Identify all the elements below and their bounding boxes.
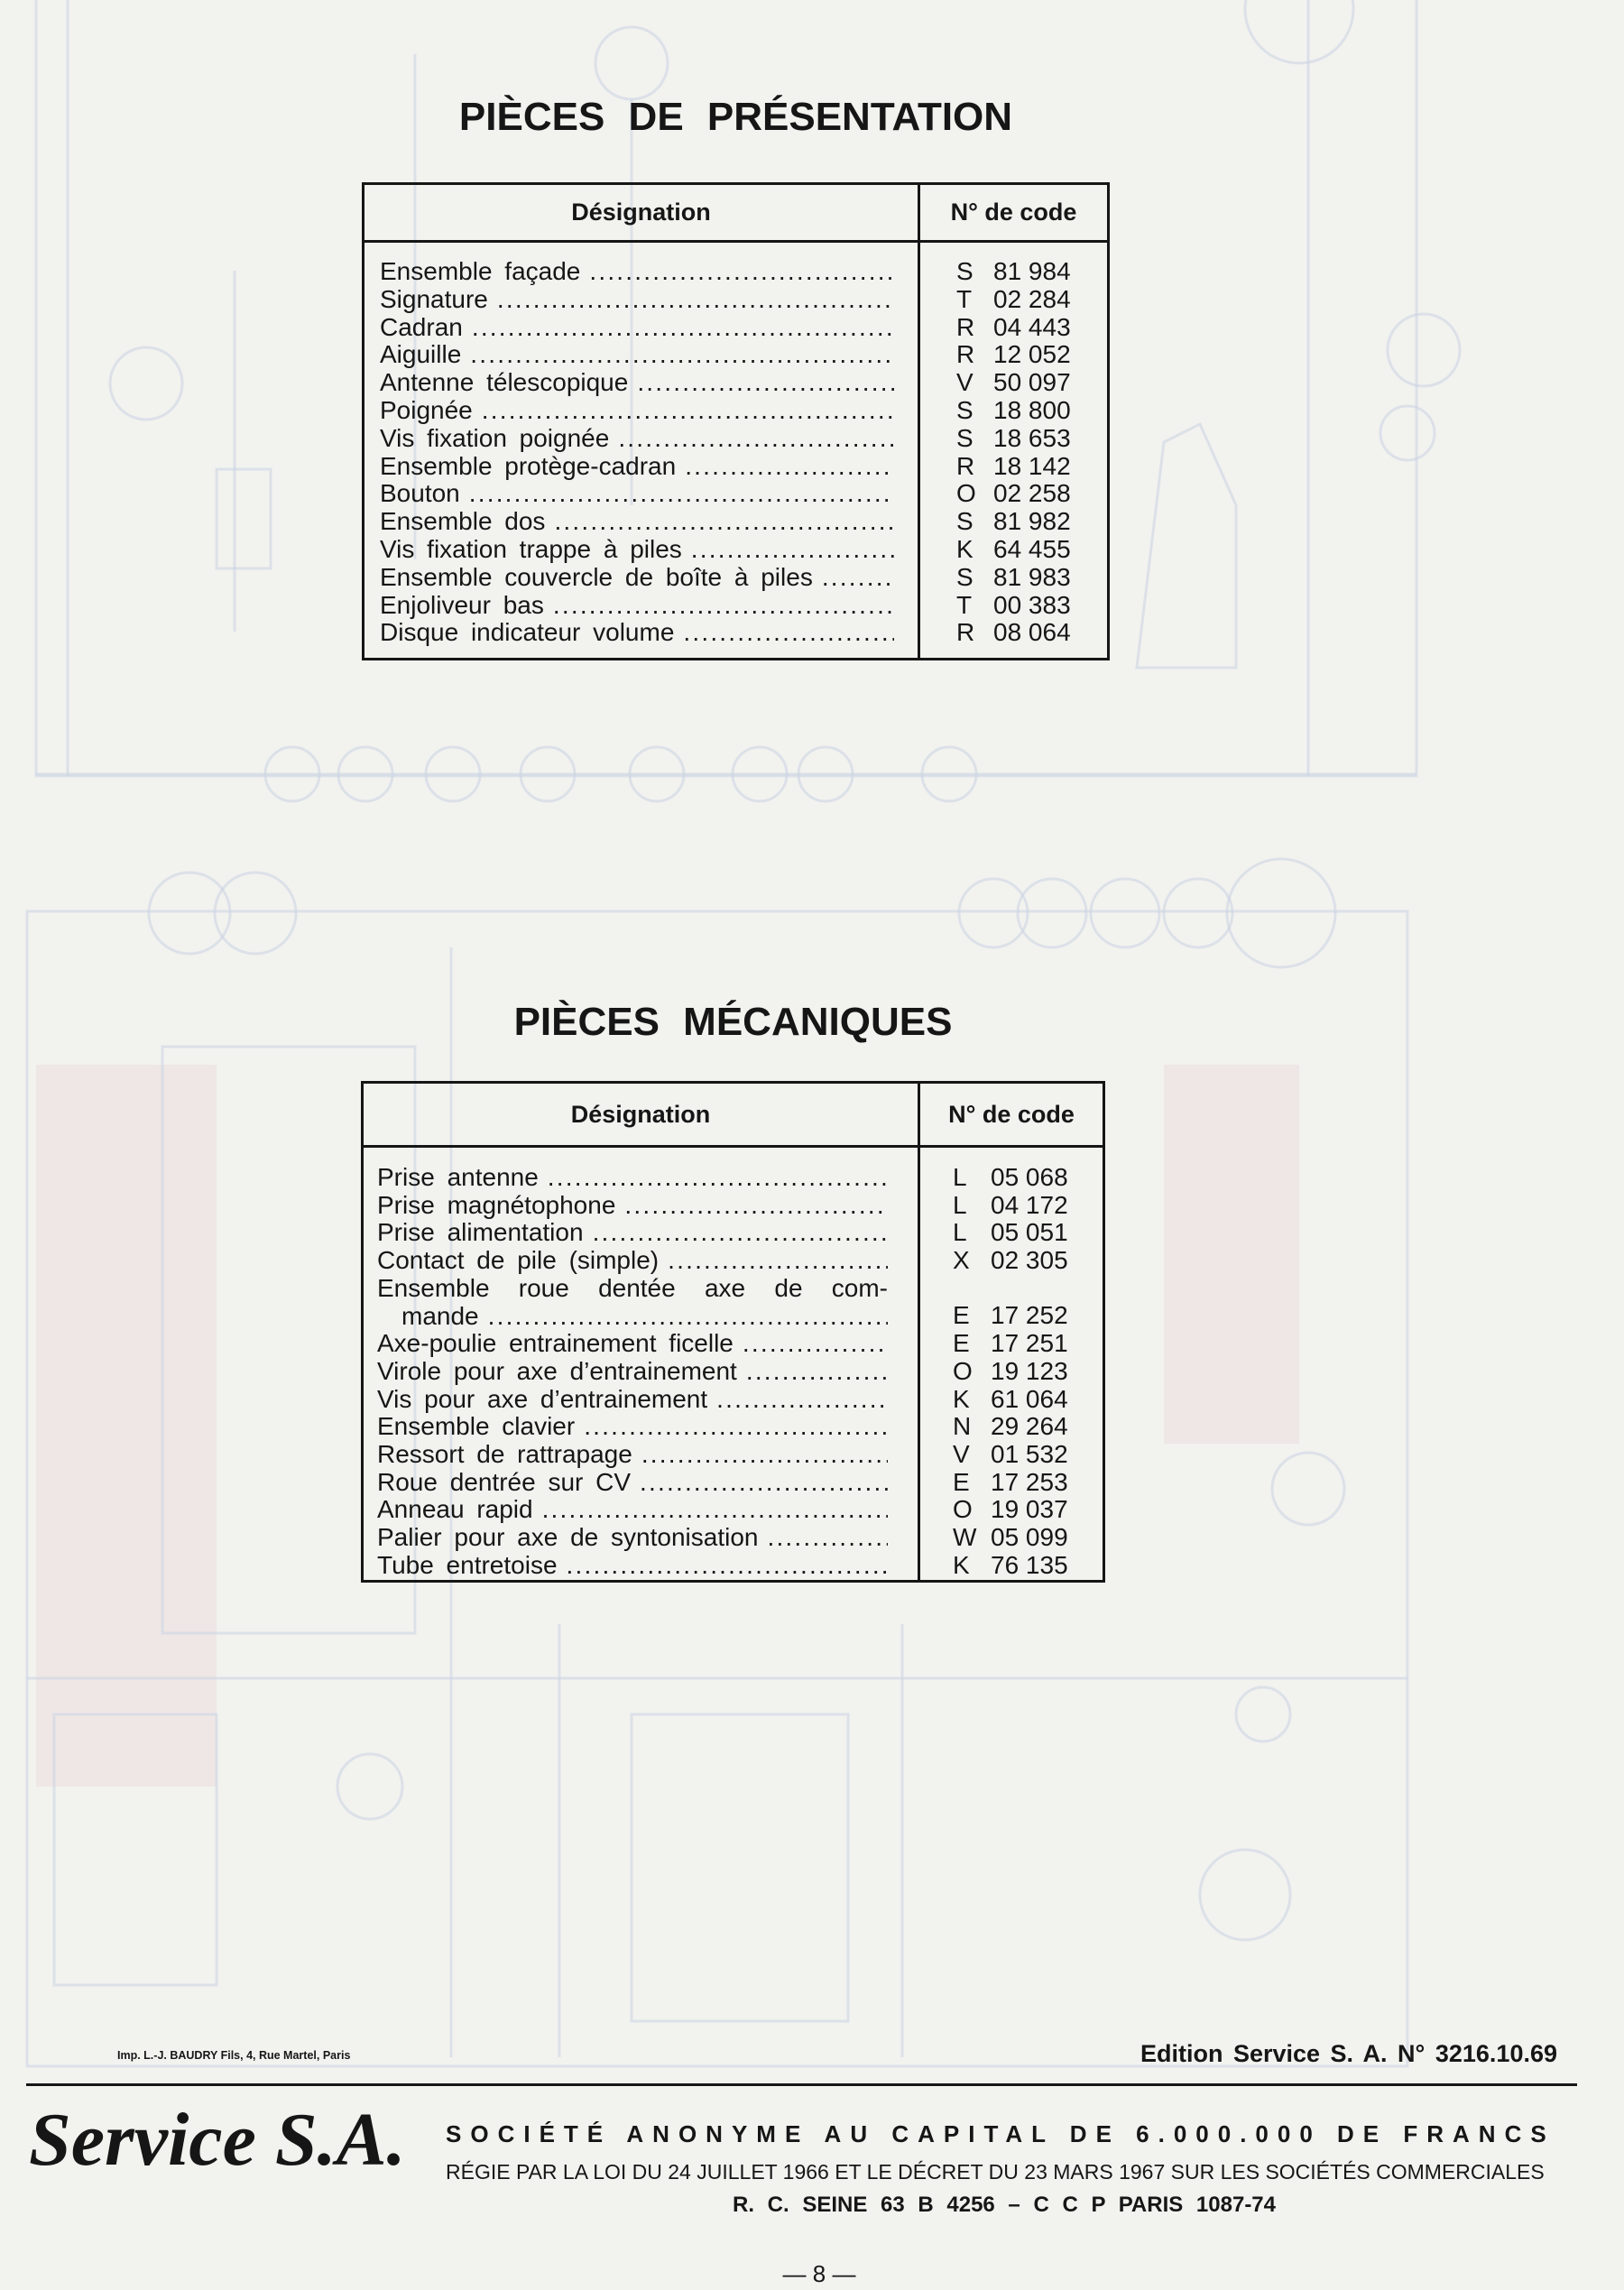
designation-line	[380, 286, 894, 314]
part-code	[953, 1441, 1068, 1469]
footer-rule	[26, 2083, 1577, 2086]
code-cell	[920, 480, 1107, 508]
designation-cell	[364, 592, 918, 620]
table-row	[364, 286, 1107, 314]
designation-text: Roue dentrée sur CV	[377, 1467, 632, 1496]
designation-cell	[364, 1275, 918, 1330]
table-row	[364, 453, 1107, 481]
code-number: 19 123	[991, 1356, 1068, 1385]
part-code	[956, 480, 1071, 508]
schematic-circle	[1091, 879, 1159, 947]
designation-cell	[364, 1524, 918, 1552]
designation-text: Poignée	[380, 395, 473, 424]
code-letter: E	[953, 1467, 970, 1496]
code-cell	[920, 1552, 1103, 1580]
table-row	[364, 1496, 1103, 1524]
code-cell	[920, 619, 1107, 647]
designation-text: Ensemble protège-cadran	[380, 451, 677, 480]
part-code	[953, 1247, 1068, 1275]
code-number: 12 052	[993, 340, 1071, 369]
part-code	[953, 1413, 1068, 1441]
designation-line	[380, 480, 894, 508]
table-row	[364, 1219, 1103, 1247]
dot-leader	[472, 314, 894, 342]
part-code	[953, 1302, 1068, 1330]
part-code	[956, 258, 1071, 286]
dot-leader	[469, 480, 894, 508]
column-divider	[918, 1084, 920, 1580]
designation-text: Prise alimentation	[377, 1218, 584, 1247]
code-cell	[920, 425, 1107, 453]
code-cell	[920, 341, 1107, 369]
code-number: 18 142	[993, 451, 1071, 480]
code-number: 81 984	[993, 257, 1071, 285]
table-row	[364, 1469, 1103, 1497]
table-row	[364, 1275, 1103, 1330]
code-letter: K	[953, 1384, 970, 1413]
code-cell	[920, 397, 1107, 425]
code-cell	[920, 1469, 1103, 1497]
designation-cell	[364, 1552, 918, 1580]
schematic-circle	[1245, 0, 1353, 63]
parts-table-presentation	[362, 182, 1110, 660]
dot-leader	[567, 1552, 888, 1580]
registry-info: R. C. SEINE 63 B 4256 – C C P PARIS 1087-74	[732, 2193, 1277, 2217]
dot-leader	[589, 258, 894, 286]
table-body	[364, 243, 1107, 658]
table-row	[364, 425, 1107, 453]
code-number: 17 252	[991, 1301, 1068, 1330]
code-letter: O	[956, 479, 976, 508]
code-number: 76 135	[991, 1550, 1068, 1579]
designation-line	[380, 369, 894, 397]
designation-line	[377, 1524, 888, 1552]
code-number: 81 983	[993, 562, 1071, 591]
table-row	[364, 258, 1107, 286]
code-number: 19 037	[991, 1495, 1068, 1524]
code-cell	[920, 286, 1107, 314]
part-code	[956, 397, 1071, 425]
dot-leader	[743, 1330, 888, 1358]
code-number: 05 051	[991, 1218, 1068, 1247]
designation-text: Axe-poulie entrainement ficelle	[377, 1329, 734, 1358]
designation-cell	[364, 1496, 918, 1524]
code-cell	[920, 1358, 1103, 1386]
part-code	[953, 1330, 1068, 1358]
schematic-circle	[595, 27, 668, 99]
designation-text: Ensemble couvercle de boîte à piles	[380, 562, 813, 591]
dot-leader	[691, 536, 894, 564]
table-row	[364, 397, 1107, 425]
part-code	[956, 369, 1071, 397]
code-number: 04 443	[993, 312, 1071, 341]
designation-text: Antenne télescopique	[380, 368, 629, 397]
code-letter: W	[953, 1523, 977, 1552]
code-letter: X	[953, 1246, 970, 1275]
table-row	[364, 1524, 1103, 1552]
code-header: N° de code	[948, 1100, 1075, 1128]
code-cell	[920, 564, 1107, 592]
table-row	[364, 592, 1107, 620]
code-letter: S	[956, 423, 973, 452]
designation-line	[377, 1386, 888, 1414]
designation-line	[380, 592, 894, 620]
dot-leader	[470, 341, 894, 369]
code-letter: S	[956, 507, 973, 536]
designation-cell	[364, 1247, 918, 1275]
designation-cell	[364, 1413, 918, 1441]
dot-leader	[822, 564, 894, 592]
code-letter: L	[953, 1190, 967, 1219]
designation-cell	[364, 314, 918, 342]
part-code	[953, 1219, 1068, 1247]
table-row	[364, 1441, 1103, 1469]
dot-leader	[624, 1192, 888, 1220]
code-number: 17 253	[991, 1467, 1068, 1496]
designation-line	[380, 258, 894, 286]
dot-leader	[641, 1441, 888, 1469]
dot-leader	[683, 619, 894, 647]
designation-text: Signature	[380, 284, 488, 313]
code-letter: V	[953, 1440, 970, 1468]
part-code	[956, 286, 1071, 314]
code-number: 04 172	[991, 1190, 1068, 1219]
dot-leader	[767, 1524, 888, 1552]
designation-line	[380, 508, 894, 536]
designation-cell	[364, 536, 918, 564]
company-capital: SOCIÉTÉ ANONYME AU CAPITAL DE 6.000.000 DE FRANCS	[446, 2120, 1555, 2147]
designation-text: Ensemble façade	[380, 257, 581, 285]
dot-leader	[716, 1386, 888, 1414]
designation-cell	[364, 480, 918, 508]
designation-cell	[364, 1358, 918, 1386]
designation-line	[377, 1469, 888, 1497]
code-letter: O	[953, 1495, 973, 1524]
schematic-circle	[1164, 879, 1232, 947]
code-letter: N	[953, 1412, 972, 1441]
designation-cell	[364, 1330, 918, 1358]
code-number: 08 064	[993, 618, 1071, 647]
schematic-rect	[217, 469, 271, 568]
designation-cell	[364, 1192, 918, 1220]
dot-leader	[593, 1219, 888, 1247]
parts-table-mecaniques	[361, 1081, 1105, 1583]
code-letter: R	[956, 340, 975, 369]
designation-cell	[364, 619, 918, 647]
designation-line	[377, 1441, 888, 1469]
designation-text: Vis fixation trappe à piles	[380, 534, 682, 563]
code-number: 81 982	[993, 507, 1071, 536]
designation-text: Palier pour axe de syntonisation	[377, 1523, 759, 1552]
table-row	[364, 564, 1107, 592]
code-number: 29 264	[991, 1412, 1068, 1441]
code-cell	[920, 1441, 1103, 1469]
dot-leader	[482, 397, 894, 425]
designation-header: Désignation	[571, 199, 711, 226]
designation-cell	[364, 564, 918, 592]
dot-leader	[746, 1358, 888, 1386]
code-letter: V	[956, 368, 973, 397]
code-header: N° de code	[950, 199, 1077, 226]
table-row	[364, 314, 1107, 342]
designation-text: Ressort de rattrapage	[377, 1440, 632, 1468]
code-cell	[920, 1386, 1103, 1414]
code-letter: K	[953, 1550, 970, 1579]
designation-text: Disque indicateur volume	[380, 618, 675, 647]
designation-cell	[364, 258, 918, 286]
code-number: 00 383	[993, 590, 1071, 619]
code-letter: E	[953, 1301, 970, 1330]
code-cell	[920, 1524, 1103, 1552]
schematic-circle	[1380, 406, 1435, 460]
code-cell	[920, 508, 1107, 536]
code-number: 18 800	[993, 395, 1071, 424]
part-code	[953, 1386, 1068, 1414]
designation-text: Ensemble roue dentée axe de com-	[377, 1273, 888, 1302]
designation-cell	[364, 341, 918, 369]
dot-leader	[685, 453, 894, 481]
schematic-circle	[1236, 1687, 1290, 1741]
part-code	[953, 1552, 1068, 1580]
part-code	[953, 1496, 1068, 1524]
table-row	[364, 508, 1107, 536]
table-header	[364, 185, 1107, 243]
part-code	[956, 425, 1071, 453]
edition-number: Edition Service S. A. N° 3216.10.69	[1140, 2040, 1557, 2067]
designation-text: Cadran	[380, 312, 463, 341]
designation-text: Ensemble dos	[380, 507, 546, 536]
table-row	[364, 341, 1107, 369]
designation-line	[380, 341, 894, 369]
code-cell	[920, 1192, 1103, 1220]
dot-leader	[488, 1303, 888, 1331]
designation-cell	[364, 1441, 918, 1469]
table-row	[364, 1358, 1103, 1386]
designation-line	[377, 1303, 888, 1331]
code-number: 02 305	[991, 1246, 1068, 1275]
part-code	[953, 1469, 1068, 1497]
designation-text: Bouton	[380, 479, 460, 508]
legal-regime: RÉGIE PAR LA LOI DU 24 JUILLET 1966 ET LE DÉCRET DU 23 MARS 1967 SUR LES SOCIÉTÉS COMMERCIALES	[446, 2160, 1545, 2184]
dot-leader	[640, 1469, 888, 1497]
code-number: 64 455	[993, 534, 1071, 563]
code-number: 02 258	[993, 479, 1071, 508]
code-letter: S	[956, 562, 973, 591]
table-row	[364, 369, 1107, 397]
designation-line	[380, 314, 894, 342]
part-code	[956, 619, 1071, 647]
dot-leader	[548, 1164, 888, 1192]
code-letter: T	[956, 284, 973, 313]
table-row	[364, 1330, 1103, 1358]
designation-text: Virole pour axe d’entrainement	[377, 1356, 737, 1385]
code-cell	[920, 369, 1107, 397]
table-row	[364, 1386, 1103, 1414]
code-letter: T	[956, 590, 973, 619]
part-code	[953, 1358, 1068, 1386]
designation-text: Enjoliveur bas	[380, 590, 544, 619]
schematic-circle	[110, 347, 182, 420]
code-cell	[920, 1330, 1103, 1358]
designation-cell	[364, 508, 918, 536]
designation-cell	[364, 453, 918, 481]
schematic-rect	[632, 1714, 848, 2021]
code-cell	[920, 1219, 1103, 1247]
designation-line	[377, 1413, 888, 1441]
table-header	[364, 1084, 1103, 1148]
designation-cell	[364, 1164, 918, 1192]
schematic-circle	[337, 1754, 402, 1819]
company-logo: Service S.A.	[29, 2098, 406, 2182]
printer-credit: Imp. L.-J. BAUDRY Fils, 4, Rue Martel, Paris	[117, 2049, 351, 2062]
section-title-mecaniques: PIÈCES MÉCANIQUES	[513, 1000, 953, 1044]
code-cell	[920, 314, 1107, 342]
designation-line	[377, 1552, 888, 1580]
section-title-presentation: PIÈCES DE PRÉSENTATION	[458, 95, 1013, 139]
table-row	[364, 480, 1107, 508]
dot-leader	[584, 1413, 888, 1441]
designation-cell	[364, 425, 918, 453]
code-cell	[920, 453, 1107, 481]
schematic-circle	[1388, 314, 1460, 386]
part-code	[956, 314, 1071, 342]
designation-line	[380, 397, 894, 425]
designation-line	[380, 564, 894, 592]
dot-leader	[497, 286, 894, 314]
column-divider	[918, 185, 920, 658]
page-number: — 8 —	[782, 2260, 856, 2287]
schematic-circle	[1200, 1850, 1290, 1940]
designation-line	[380, 453, 894, 481]
dot-leader	[554, 508, 894, 536]
designation-text: Vis fixation poignée	[380, 423, 610, 452]
code-letter: E	[953, 1329, 970, 1358]
code-letter: O	[953, 1356, 973, 1385]
designation-cell	[364, 397, 918, 425]
code-letter: S	[956, 257, 973, 285]
table-row	[364, 1247, 1103, 1275]
code-number: 50 097	[993, 368, 1071, 397]
designation-text: Prise magnétophone	[377, 1190, 616, 1219]
code-letter: R	[956, 618, 975, 647]
code-number: 61 064	[991, 1384, 1068, 1413]
designation-text: Aiguille	[380, 340, 462, 369]
designation-line	[377, 1358, 888, 1386]
designation-cell	[364, 1386, 918, 1414]
table-row	[364, 1164, 1103, 1192]
dot-leader	[553, 592, 894, 620]
designation-text: Vis pour axe d’entrainement	[377, 1384, 708, 1413]
code-cell	[920, 1413, 1103, 1441]
designation-line	[377, 1496, 888, 1524]
designation-line	[380, 425, 894, 453]
code-number: 02 284	[993, 284, 1071, 313]
designation-line	[377, 1192, 888, 1220]
designation-line	[377, 1219, 888, 1247]
part-code	[953, 1164, 1068, 1192]
dot-leader	[542, 1496, 888, 1524]
dot-leader	[637, 369, 894, 397]
part-code	[956, 508, 1071, 536]
code-cell	[920, 1164, 1103, 1192]
part-code	[953, 1524, 1068, 1552]
part-code	[956, 453, 1071, 481]
schematic-circle	[215, 873, 296, 954]
schematic-circle	[1227, 859, 1335, 967]
code-letter: R	[956, 312, 975, 341]
schematic-circle	[149, 873, 230, 954]
table-row	[364, 1192, 1103, 1220]
designation-text: Anneau rapid	[377, 1495, 533, 1524]
designation-text: Contact de pile (simple)	[377, 1246, 660, 1275]
designation-line	[380, 619, 894, 647]
schematic-circle	[1272, 1453, 1344, 1525]
code-letter: R	[956, 451, 975, 480]
designation-line	[380, 536, 894, 564]
schematic-rect	[1164, 1065, 1299, 1444]
code-letter: L	[953, 1163, 967, 1191]
code-number: 05 099	[991, 1523, 1068, 1552]
code-number: 05 068	[991, 1163, 1068, 1191]
part-code	[956, 592, 1071, 620]
table-row	[364, 536, 1107, 564]
part-code	[956, 536, 1071, 564]
dot-leader	[618, 425, 894, 453]
designation-line	[377, 1164, 888, 1192]
designation-cell	[364, 1219, 918, 1247]
designation-continuation: mande	[401, 1301, 479, 1330]
code-cell	[920, 592, 1107, 620]
designation-cell	[364, 369, 918, 397]
designation-text: Tube entretoise	[377, 1550, 558, 1579]
designation-cell	[364, 1469, 918, 1497]
designation-text: Ensemble clavier	[377, 1412, 576, 1441]
designation-line	[377, 1247, 888, 1275]
schematic-path	[1137, 424, 1236, 668]
code-letter: K	[956, 534, 973, 563]
code-number: 01 532	[991, 1440, 1068, 1468]
table-body	[364, 1148, 1103, 1580]
code-cell	[920, 1247, 1103, 1275]
code-cell	[920, 536, 1107, 564]
code-cell	[920, 1275, 1103, 1330]
code-letter: S	[956, 395, 973, 424]
part-code	[956, 341, 1071, 369]
designation-text: Prise antenne	[377, 1163, 539, 1191]
part-code	[956, 564, 1071, 592]
code-cell	[920, 1496, 1103, 1524]
table-row	[364, 1413, 1103, 1441]
code-number: 17 251	[991, 1329, 1068, 1358]
designation-line	[377, 1330, 888, 1358]
code-number: 18 653	[993, 423, 1071, 452]
table-row	[364, 1552, 1103, 1580]
dot-leader	[668, 1247, 888, 1275]
designation-cell	[364, 286, 918, 314]
part-code	[953, 1192, 1068, 1220]
table-row	[364, 619, 1107, 647]
code-letter: L	[953, 1218, 967, 1247]
code-cell	[920, 258, 1107, 286]
designation-header: Désignation	[570, 1100, 711, 1128]
